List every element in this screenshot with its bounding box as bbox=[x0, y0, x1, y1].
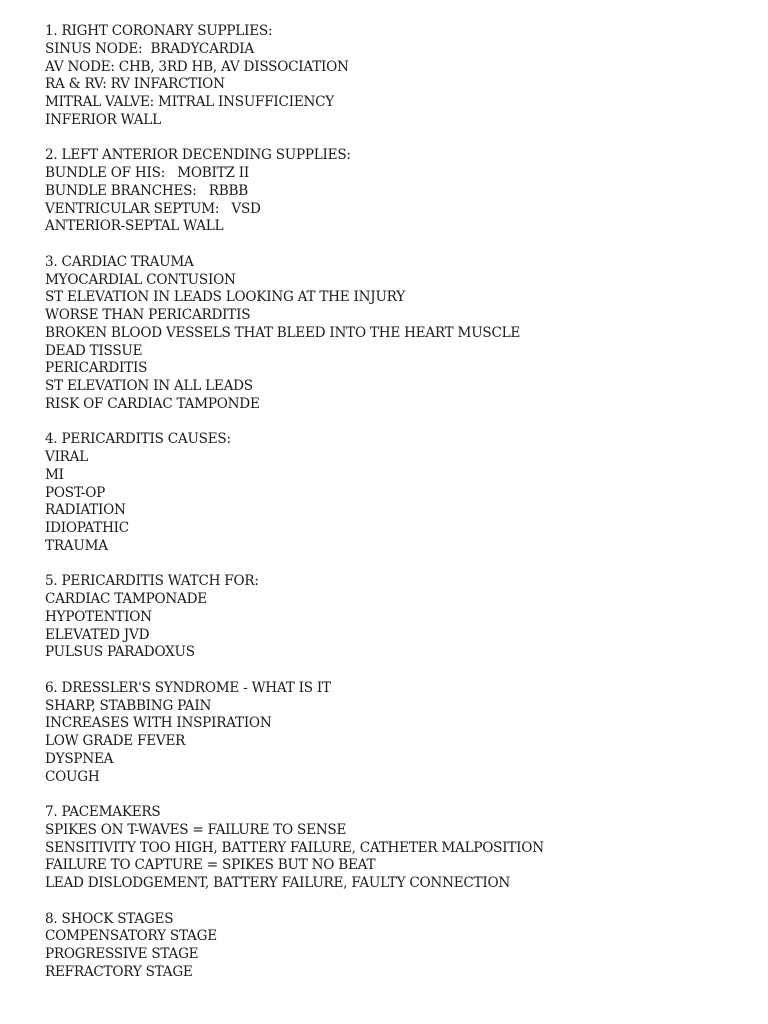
section-line: PERICARDITIS bbox=[45, 360, 148, 377]
section-line: COMPENSATORY STAGE bbox=[45, 928, 217, 945]
section-line: DEAD TISSUE bbox=[45, 342, 143, 359]
document-page bbox=[45, 23, 745, 999]
section-line: VENTRICULAR SEPTUM: VSD bbox=[45, 200, 261, 217]
section-line: LEAD DISLODGEMENT, BATTERY FAILURE, FAULTY CONNECTION bbox=[45, 875, 511, 891]
section-line: TRAUMA bbox=[45, 537, 108, 554]
section-line: INCREASES WITH INSPIRATION bbox=[45, 715, 272, 732]
section-line: MYOCARDIAL CONTUSION bbox=[45, 271, 236, 288]
section-heading: 8. SHOCK STAGES bbox=[45, 910, 174, 927]
section-line: ST ELEVATION IN LEADS LOOKING AT THE INJURY bbox=[45, 289, 405, 306]
section-line: COUGH bbox=[45, 768, 100, 785]
section-pericarditis-watch-for bbox=[45, 573, 745, 662]
section-line: MI bbox=[45, 466, 64, 483]
section-right-coronary bbox=[45, 23, 745, 130]
section-pacemakers bbox=[45, 804, 745, 893]
section-line: SHARP, STABBING PAIN bbox=[45, 697, 212, 714]
section-line: VIRAL bbox=[45, 449, 89, 465]
section-line: ANTERIOR-SEPTAL WALL bbox=[45, 218, 224, 235]
section-heading: 5. PERICARDITIS WATCH FOR: bbox=[45, 573, 259, 590]
section-line: BROKEN BLOOD VESSELS THAT BLEED INTO THE HEART MUSCLE bbox=[45, 324, 521, 341]
section-pericarditis-causes bbox=[45, 431, 745, 555]
section-heading: 6. DRESSLER'S SYNDROME - WHAT IS IT bbox=[45, 679, 331, 696]
section-line: IDIOPATHIC bbox=[45, 520, 129, 536]
section-line: BUNDLE OF HIS: MOBITZ II bbox=[45, 165, 249, 181]
section-line: MITRAL VALVE: MITRAL INSUFFICIENCY bbox=[45, 94, 335, 110]
section-heading: 7. PACEMAKERS bbox=[45, 804, 161, 820]
section-heading: 4. PERICARDITIS CAUSES: bbox=[45, 431, 231, 448]
section-line: PULSUS PARADOXUS bbox=[45, 644, 195, 661]
section-line: LOW GRADE FEVER bbox=[45, 733, 186, 749]
section-line: SINUS NODE: BRADYCARDIA bbox=[45, 40, 254, 57]
section-line: AV NODE: CHB, 3RD HB, AV DISSOCIATION bbox=[45, 58, 349, 75]
section-line: SENSITIVITY TOO HIGH, BATTERY FAILURE, CATHETER MALPOSITION bbox=[45, 839, 544, 856]
section-line: REFRACTORY STAGE bbox=[45, 963, 193, 980]
section-line: HYPOTENTION bbox=[45, 608, 152, 625]
section-heading: 2. LEFT ANTERIOR DECENDING SUPPLIES: bbox=[45, 147, 351, 164]
section-line: FAILURE TO CAPTURE = SPIKES BUT NO BEAT bbox=[45, 857, 376, 874]
section-line: INFERIOR WALL bbox=[45, 111, 161, 128]
section-cardiac-trauma bbox=[45, 254, 745, 414]
section-shock-stages bbox=[45, 911, 745, 982]
section-line: BUNDLE BRANCHES: RBBB bbox=[45, 182, 248, 199]
section-line: POST-OP bbox=[45, 484, 106, 501]
section-line: DYSPNEA bbox=[45, 750, 114, 767]
section-line: SPIKES ON T-WAVES = FAILURE TO SENSE bbox=[45, 821, 347, 838]
section-left-anterior-descending bbox=[45, 147, 745, 236]
section-line: RA & RV: RV INFARCTION bbox=[45, 76, 225, 93]
section-line: PROGRESSIVE STAGE bbox=[45, 946, 199, 962]
section-line: ELEVATED JVD bbox=[45, 626, 150, 643]
section-dresslers-syndrome bbox=[45, 680, 745, 787]
section-line: WORSE THAN PERICARDITIS bbox=[45, 307, 251, 323]
section-heading: 3. CARDIAC TRAUMA bbox=[45, 253, 194, 270]
section-line: CARDIAC TAMPONADE bbox=[45, 591, 207, 607]
section-line: RADIATION bbox=[45, 502, 126, 519]
section-line: ST ELEVATION IN ALL LEADS bbox=[45, 378, 253, 394]
section-heading: 1. RIGHT CORONARY SUPPLIES: bbox=[45, 23, 273, 39]
section-line: RISK OF CARDIAC TAMPONDE bbox=[45, 395, 260, 412]
